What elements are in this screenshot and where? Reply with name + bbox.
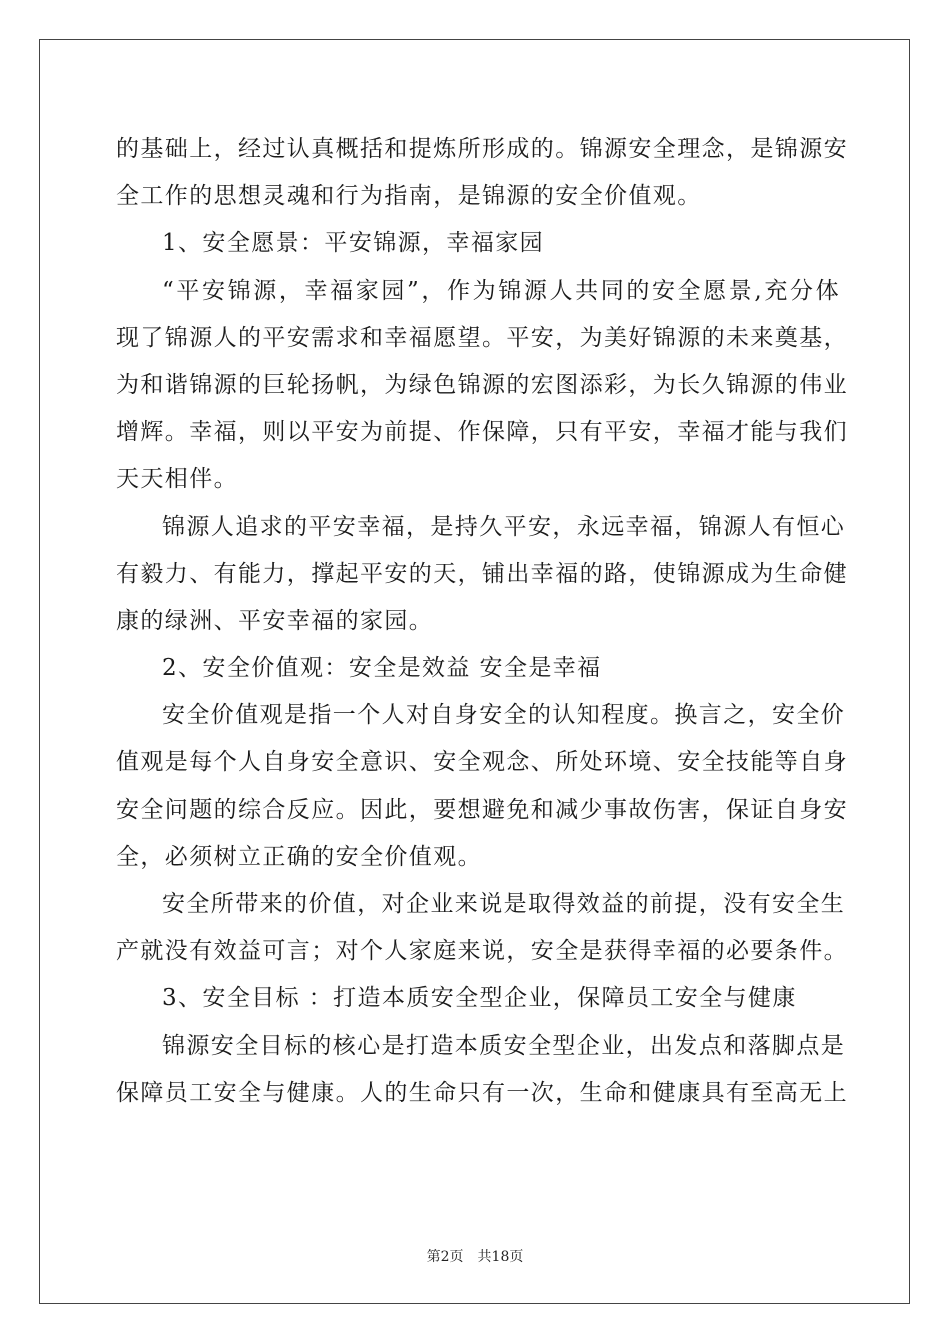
paragraph-line: 康的绿洲、平安幸福的家园。: [116, 607, 434, 634]
paragraph-line: 安全所带来的价值，对企业来说是取得效益的前提，没有安全生: [162, 891, 846, 917]
paragraph-line: “平安锦源，幸福家园”，作为锦源人共同的安全愿景,充分体: [162, 277, 840, 304]
paragraph-line: 全，必须树立正确的安全价值观。: [116, 843, 482, 870]
paragraph-line: 安全价值观是指一个人对自身安全的认知程度。换言之，安全价: [162, 702, 846, 729]
section-heading: 1、安全愿景：平安锦源，幸福家园: [162, 230, 545, 257]
paragraph-line: 全工作的思想灵魂和行为指南，是锦源的安全价值观。: [116, 183, 702, 210]
paragraph-line: 的基础上，经过认真概括和提炼所形成的。锦源安全理念，是锦源安: [116, 136, 848, 162]
paragraph-line: 增辉。幸福，则以平安为前提、作保障，只有平安，幸福才能与我们: [116, 419, 848, 446]
paragraph-line: 值观是每个人自身安全意识、安全观念、所处环境、安全技能等自身: [116, 749, 848, 776]
paragraph-line: 锦源安全目标的核心是打造本质安全型企业，出发点和落脚点是: [162, 1032, 846, 1059]
section-heading: 2、安全价值观：安全是效益 安全是幸福: [162, 655, 602, 682]
paragraph-line: 为和谐锦源的巨轮扬帆，为绿色锦源的宏图添彩，为长久锦源的伟业: [116, 371, 848, 398]
paragraph-line: 有毅力、有能力，撑起平安的天，铺出幸福的路，使锦源成为生命健: [116, 560, 848, 587]
paragraph-line: 现了锦源人的平安需求和幸福愿望。平安，为美好锦源的未来奠基，: [116, 324, 848, 351]
paragraph-line: 产就没有效益可言；对个人家庭来说，安全是获得幸福的必要条件。: [116, 938, 848, 965]
paragraph-line: 保障员工安全与健康。人的生命只有一次，生命和健康具有至高无上: [116, 1079, 848, 1106]
paragraph-line: 安全问题的综合反应。因此，要想避免和减少事故伤害，保证自身安: [116, 796, 848, 823]
page-number: 第2页 共18页: [426, 1249, 524, 1265]
paragraph-line: 锦源人追求的平安幸福，是持久平安，永远幸福，锦源人有恒心: [162, 513, 846, 540]
document-body: [116, 126, 848, 1117]
section-heading: 3、安全目标 ：打造本质安全型企业，保障员工安全与健康: [162, 985, 797, 1012]
paragraph-line: 天天相伴。: [116, 466, 238, 493]
